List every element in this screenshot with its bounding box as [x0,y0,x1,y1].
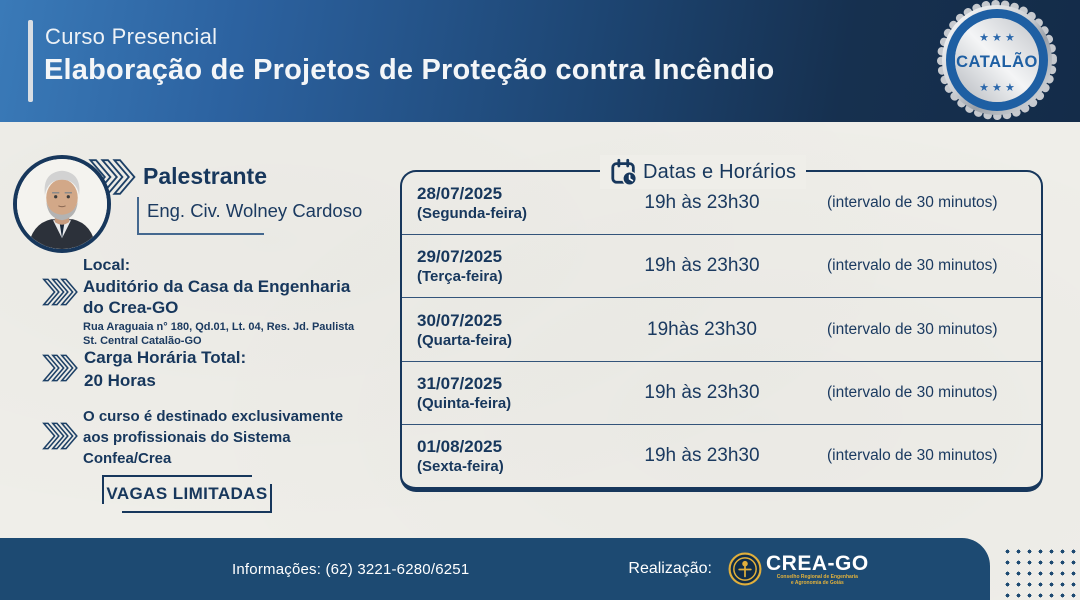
limited-seats-label: VAGAS LIMITADAS [106,484,268,503]
venue-name-line1: Auditório da Casa da Engenharia [83,277,351,296]
venue-address-line1: Rua Araguaia n° 180, Qd.01, Lt. 04, Res. Jd. Paulista [83,321,355,333]
venue-section [83,256,363,348]
schedule-legend [600,155,806,189]
schedule-row [402,425,1041,487]
schedule-weekday: (Terça-feira) [417,268,503,286]
schedule-weekday: (Segunda-feira) [417,205,528,223]
schedule-interval: (intervalo de 30 minutos) [827,257,998,275]
schedule-title: Datas e Horários [643,160,797,183]
schedule-time: 19h às 23h30 [644,255,760,277]
schedule-time: 19h às 23h30 [644,192,760,214]
workload-label: Carga Horária Total: [84,348,247,367]
audience-line1: O curso é destinado exclusivamente [83,408,344,425]
schedule-date: 30/07/2025 [417,310,503,330]
course-type-label: Curso Presencial [45,24,218,49]
schedule-date: 28/07/2025 [417,184,503,204]
crea-go-logo-subtitle-line1: Conselho Regional de Engenharia [776,573,858,580]
limited-seats-button[interactable] [102,475,272,513]
crea-go-logo-name: CREA-GO [766,551,869,575]
speaker-name: Eng. Civ. Wolney Cardoso [147,200,363,221]
venue-address-line2: St. Central Catalão-GO [83,334,202,347]
chevrons-right-icon [42,420,78,452]
speaker-photo [13,155,111,253]
chevrons-right-icon [42,352,78,384]
workload-value: 20 Horas [84,371,156,390]
audience-line3: Confea/Crea [83,450,172,467]
chevrons-right-icon [42,276,78,308]
venue-name-line2: do Crea-GO [83,298,179,317]
crea-go-logo [728,552,869,586]
badge-city-name: CATALÃO [956,53,1038,71]
schedule-interval: (intervalo de 30 minutos) [827,194,998,212]
schedule-weekday: (Quinta-feira) [417,394,512,412]
schedule-row [402,235,1041,298]
speaker-section-title: Palestrante [143,163,268,189]
schedule-weekday: (Sexta-feira) [417,457,504,475]
contact-info: Informações: (62) 3221-6280/6251 [232,560,470,578]
seal-icon [933,0,1061,126]
schedule-interval: (intervalo de 30 minutos) [827,383,998,401]
schedule-row [402,362,1041,425]
schedule-table [400,160,1043,492]
audience-line2: aos profissionais do Sistema [83,429,291,446]
schedule-date: 31/07/2025 [417,373,503,393]
footer-bar [0,538,990,600]
schedule-time: 19h às 23h30 [644,381,760,403]
schedule-weekday: (Quarta-feira) [417,331,513,349]
header-accent-bar [28,20,33,102]
course-title: Elaboração de Projetos de Proteção contra Incêndio [44,54,775,86]
schedule-time: 19h às 23h30 [644,444,760,466]
workload-section [84,347,246,391]
schedule-time: 19hàs 23h30 [647,318,757,340]
schedule-row [402,298,1041,361]
venue-label: Local: [83,257,131,274]
audience-section [83,406,343,469]
crea-go-logo-subtitle-line2: e Agronomia de Goiás [790,579,844,586]
speaker-portrait-icon [17,159,107,249]
badge-stars-top-icon: ★ ★ ★ [979,32,1015,44]
realization-label: Realização: [628,560,712,577]
header-banner [0,0,1080,122]
schedule-interval: (intervalo de 30 minutos) [827,446,998,464]
crea-go-emblem-icon [728,552,762,586]
schedule-interval: (intervalo de 30 minutos) [827,320,998,338]
badge-stars-bottom-icon: ★ ★ ★ [979,82,1015,94]
city-seal-badge [933,0,1061,126]
schedule-date: 29/07/2025 [417,247,503,267]
calendar-clock-icon [610,158,638,186]
schedule-date: 01/08/2025 [417,436,503,456]
dot-pattern-decoration [1002,546,1078,598]
